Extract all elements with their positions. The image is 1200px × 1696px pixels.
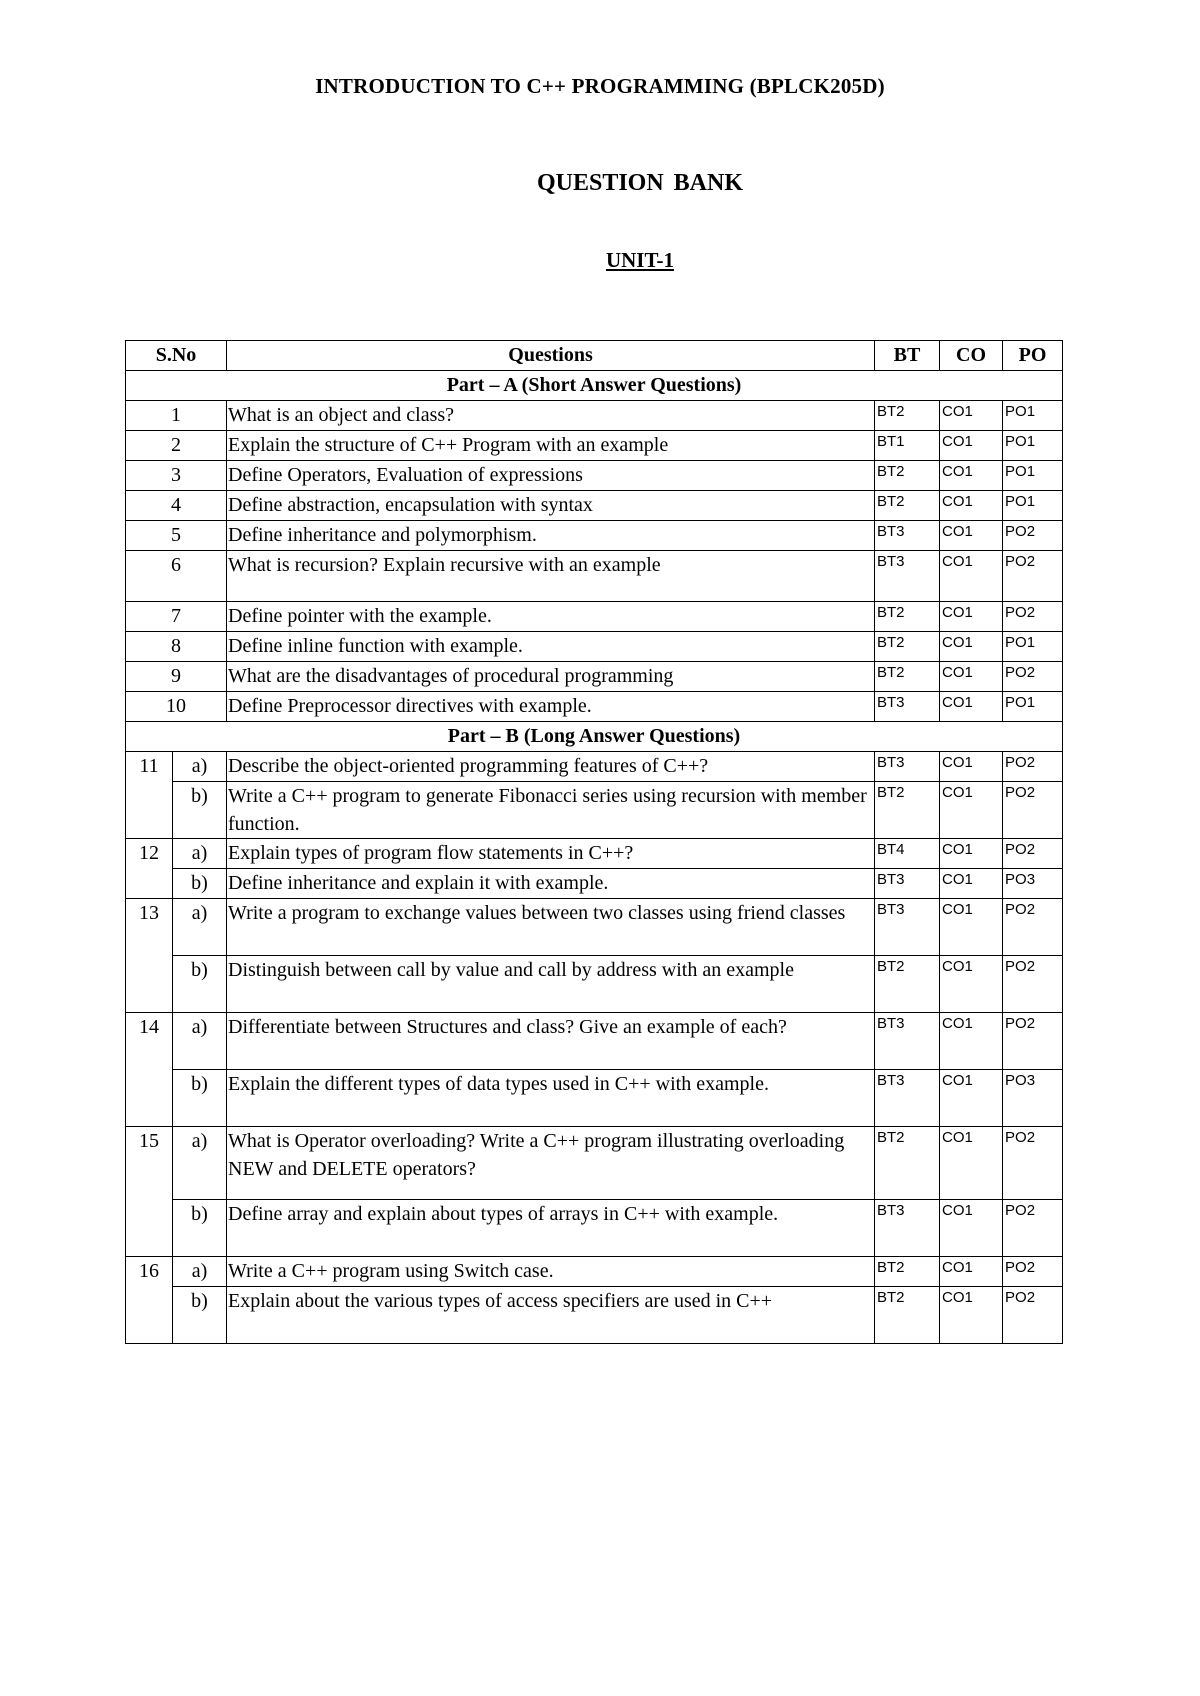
co-code: CO1: [940, 1070, 1003, 1127]
co-code: CO1: [940, 401, 1003, 431]
bt-level: BT3: [875, 551, 940, 602]
table-body: [126, 371, 1063, 1344]
question-bank-table: [125, 340, 1063, 1344]
bt-level: BT2: [875, 956, 940, 1013]
table-row: [126, 1257, 1063, 1287]
question-text: What is recursion? Explain recursive with an example: [227, 551, 875, 602]
table-row: [126, 1127, 1063, 1200]
po-code: PO2: [1003, 1013, 1063, 1070]
question-text: Define inheritance and polymorphism.: [227, 521, 875, 551]
table-row: [126, 632, 1063, 662]
bt-level: BT4: [875, 839, 940, 869]
table-row: [126, 431, 1063, 461]
question-text: Differentiate between Structures and class? Give an example of each?: [227, 1013, 875, 1070]
question-text: Define inheritance and explain it with example.: [227, 869, 875, 899]
question-text: Write a C++ program to generate Fibonacci series using recursion with member function.: [227, 782, 875, 839]
table-row: [126, 521, 1063, 551]
po-code: PO1: [1003, 491, 1063, 521]
bt-level: BT2: [875, 662, 940, 692]
bt-level: BT2: [875, 491, 940, 521]
bt-level: BT2: [875, 602, 940, 632]
table-row: [126, 752, 1063, 782]
po-code: PO2: [1003, 1127, 1063, 1200]
question-text: Define pointer with the example.: [227, 602, 875, 632]
table-row: [126, 1013, 1063, 1070]
question-text: Explain the different types of data types used in C++ with example.: [227, 1070, 875, 1127]
po-code: PO2: [1003, 899, 1063, 956]
table-row: [126, 662, 1063, 692]
column-header-bt: BT: [875, 341, 940, 371]
bt-level: BT3: [875, 1070, 940, 1127]
serial-number: 13: [126, 899, 173, 1013]
bt-level: BT1: [875, 431, 940, 461]
part-a-header-row: [126, 371, 1063, 401]
co-code: CO1: [940, 869, 1003, 899]
column-header-co: CO: [940, 341, 1003, 371]
bt-level: BT2: [875, 632, 940, 662]
po-code: PO2: [1003, 602, 1063, 632]
table-row: [126, 491, 1063, 521]
question-text: Define array and explain about types of arrays in C++ with example.: [227, 1200, 875, 1257]
serial-number: 7: [126, 602, 227, 632]
table-row: [126, 401, 1063, 431]
po-code: PO1: [1003, 461, 1063, 491]
question-text: What is Operator overloading? Write a C++ program illustrating overloading NEW and DELETE operators?: [227, 1127, 875, 1200]
bt-level: BT2: [875, 401, 940, 431]
table-row: [126, 899, 1063, 956]
po-code: PO2: [1003, 1257, 1063, 1287]
po-code: PO2: [1003, 782, 1063, 839]
bt-level: BT3: [875, 521, 940, 551]
co-code: CO1: [940, 899, 1003, 956]
po-code: PO2: [1003, 521, 1063, 551]
sub-question-label: b): [173, 869, 227, 899]
table-row: [126, 1070, 1063, 1127]
bt-level: BT2: [875, 1287, 940, 1344]
sub-question-label: a): [173, 1013, 227, 1070]
co-code: CO1: [940, 1127, 1003, 1200]
co-code: CO1: [940, 602, 1003, 632]
column-header-po: PO: [1003, 341, 1063, 371]
part-b-title: Part – B (Long Answer Questions): [126, 722, 1063, 752]
serial-number: 1: [126, 401, 227, 431]
serial-number: 15: [126, 1127, 173, 1257]
po-code: PO3: [1003, 1070, 1063, 1127]
bt-level: BT2: [875, 461, 940, 491]
table-row: [126, 869, 1063, 899]
po-code: PO3: [1003, 869, 1063, 899]
po-code: PO2: [1003, 1287, 1063, 1344]
question-text: What is an object and class?: [227, 401, 875, 431]
sub-question-label: b): [173, 1200, 227, 1257]
question-text: Describe the object-oriented programming features of C++?: [227, 752, 875, 782]
question-text: Write a program to exchange values between two classes using friend classes: [227, 899, 875, 956]
sub-question-label: a): [173, 1257, 227, 1287]
question-text: Explain the structure of C++ Program with an example: [227, 431, 875, 461]
table-row: [126, 602, 1063, 632]
bt-level: BT3: [875, 869, 940, 899]
question-text: Distinguish between call by value and call by address with an example: [227, 956, 875, 1013]
sub-question-label: a): [173, 1127, 227, 1200]
document-title: QUESTION BANK: [536, 170, 744, 196]
co-code: CO1: [940, 461, 1003, 491]
po-code: PO1: [1003, 692, 1063, 722]
table-row: [126, 1200, 1063, 1257]
sub-question-label: b): [173, 1070, 227, 1127]
serial-number: 2: [126, 431, 227, 461]
serial-number: 3: [126, 461, 227, 491]
table-header-row: [126, 341, 1063, 371]
po-code: PO1: [1003, 401, 1063, 431]
bt-level: BT3: [875, 1200, 940, 1257]
po-code: PO2: [1003, 1200, 1063, 1257]
question-text: Explain types of program flow statements in C++?: [227, 839, 875, 869]
question-text: Explain about the various types of access specifiers are used in C++: [227, 1287, 875, 1344]
sub-question-label: b): [173, 956, 227, 1013]
question-text: Define Operators, Evaluation of expressions: [227, 461, 875, 491]
po-code: PO2: [1003, 752, 1063, 782]
co-code: CO1: [940, 521, 1003, 551]
serial-number: 9: [126, 662, 227, 692]
course-title: INTRODUCTION TO C++ PROGRAMMING (BPLCK205D): [315, 74, 885, 98]
question-text: Write a C++ program using Switch case.: [227, 1257, 875, 1287]
serial-number: 12: [126, 839, 173, 899]
table-row: [126, 956, 1063, 1013]
co-code: CO1: [940, 1200, 1003, 1257]
serial-number: 16: [126, 1257, 173, 1344]
table-row: [126, 839, 1063, 869]
part-b-header-row: [126, 722, 1063, 752]
bt-level: BT2: [875, 1257, 940, 1287]
po-code: PO2: [1003, 956, 1063, 1013]
part-a-title: Part – A (Short Answer Questions): [126, 371, 1063, 401]
serial-number: 5: [126, 521, 227, 551]
co-code: CO1: [940, 956, 1003, 1013]
table-row: [126, 461, 1063, 491]
serial-number: 10: [126, 692, 227, 722]
po-code: PO2: [1003, 839, 1063, 869]
po-code: PO1: [1003, 431, 1063, 461]
bt-level: BT3: [875, 899, 940, 956]
co-code: CO1: [940, 1257, 1003, 1287]
co-code: CO1: [940, 491, 1003, 521]
serial-number: 8: [126, 632, 227, 662]
column-header-questions: Questions: [227, 341, 875, 371]
table-row: [126, 1287, 1063, 1344]
co-code: CO1: [940, 632, 1003, 662]
serial-number: 4: [126, 491, 227, 521]
co-code: CO1: [940, 662, 1003, 692]
bt-level: BT2: [875, 782, 940, 839]
bt-level: BT2: [875, 1127, 940, 1200]
co-code: CO1: [940, 692, 1003, 722]
question-text: Define inline function with example.: [227, 632, 875, 662]
co-code: CO1: [940, 551, 1003, 602]
serial-number: 11: [126, 752, 173, 839]
table-row: [126, 782, 1063, 839]
sub-question-label: a): [173, 839, 227, 869]
bt-level: BT3: [875, 692, 940, 722]
co-code: CO1: [940, 752, 1003, 782]
serial-number: 14: [126, 1013, 173, 1127]
table-row: [126, 551, 1063, 602]
sub-question-label: b): [173, 1287, 227, 1344]
bt-level: BT3: [875, 752, 940, 782]
co-code: CO1: [940, 782, 1003, 839]
question-text: Define abstraction, encapsulation with syntax: [227, 491, 875, 521]
co-code: CO1: [940, 839, 1003, 869]
po-code: PO2: [1003, 662, 1063, 692]
sub-question-label: b): [173, 782, 227, 839]
po-code: PO1: [1003, 632, 1063, 662]
serial-number: 6: [126, 551, 227, 602]
unit-title: UNIT-1: [605, 248, 675, 272]
sub-question-label: a): [173, 899, 227, 956]
co-code: CO1: [940, 431, 1003, 461]
co-code: CO1: [940, 1013, 1003, 1070]
po-code: PO2: [1003, 551, 1063, 602]
question-text: What are the disadvantages of procedural programming: [227, 662, 875, 692]
sub-question-label: a): [173, 752, 227, 782]
co-code: CO1: [940, 1287, 1003, 1344]
table-row: [126, 692, 1063, 722]
column-header-sno: S.No: [126, 341, 227, 371]
bt-level: BT3: [875, 1013, 940, 1070]
question-text: Define Preprocessor directives with example.: [227, 692, 875, 722]
